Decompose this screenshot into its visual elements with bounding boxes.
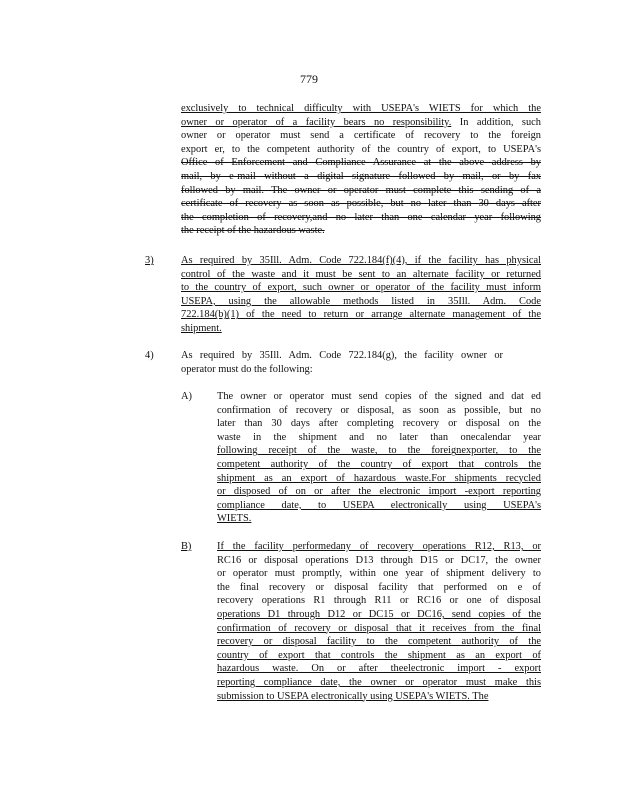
line-text: to the country of export, such owner or operator of the facility must inform (181, 282, 541, 294)
line-text: following receipt of the waste, to the foreignexporter, to the (217, 445, 541, 457)
text-line (217, 390, 541, 404)
text-line (181, 156, 541, 170)
text-line (181, 211, 541, 225)
text-line (181, 102, 541, 116)
text-line (217, 540, 541, 554)
line-text: country of export that controls the shipment as an export of (217, 649, 541, 661)
text-line (217, 499, 541, 513)
text-line (217, 458, 541, 472)
line-text: operations D1 through D12 or DC15 or DC16, send copies of the (217, 608, 541, 620)
line-text: The owner or operator must send copies of the signed and dat ed (217, 391, 541, 402)
line-text: confirmation of recovery or disposal, as soon as possible, but no (217, 404, 541, 416)
line-text: RC16 or disposal operations D13 through D15 or DC17, the owner (217, 554, 541, 566)
line-text: exclusively to technical difficulty with USEPA's WIETS for which the (181, 103, 541, 114)
line-text: owner or operator must send a certificate of recovery to the foreign (181, 130, 541, 142)
item-b-letter: B) (181, 541, 192, 552)
intro-paragraph (181, 102, 541, 238)
line-text: hazardous waste. On or after theelectronic import - export (217, 663, 541, 675)
line-tail-text: In addition, such (451, 116, 541, 128)
text-line (217, 417, 541, 431)
text-line (181, 295, 541, 309)
text-line (181, 349, 503, 363)
text-line (217, 472, 541, 486)
text-line (181, 308, 541, 322)
line-text: the receipt of the hazardous waste. (181, 225, 325, 237)
text-line (217, 404, 541, 418)
line-text: export er, to the competent authority of the country of export, to USEPA's (181, 143, 541, 155)
text-line (217, 690, 541, 704)
text-line (181, 281, 541, 295)
text-line (217, 512, 541, 526)
line-text: USEPA, using the allowable methods listed in 35Ill. Adm. Code (181, 295, 541, 307)
text-line (217, 622, 541, 636)
line-text: As required by 35Ill. Adm. Code 722.184(g), the facility owner or (181, 350, 503, 361)
line-text: later than 30 days after completing recovery or disposal on the (217, 418, 541, 430)
item-4-paragraph (181, 349, 503, 376)
line-text: If the facility performedany of recovery operations R12, R13, or (217, 541, 541, 552)
line-text: Office of Enforcement and Compliance Assurance at the above address by (181, 157, 541, 169)
item-a-letter: A) (181, 391, 192, 402)
text-line (217, 431, 541, 445)
item-b-paragraph (217, 540, 541, 703)
line-text: compliance date, to USEPA electronically using USEPA's (217, 499, 541, 511)
line-text: reporting compliance date, the owner or operator must make this (217, 676, 541, 688)
text-line (181, 143, 541, 157)
text-line (181, 197, 541, 211)
line-text: recovery operations R1 through R11 or RC16 or one of disposal (217, 595, 541, 607)
item-a-paragraph (217, 390, 541, 526)
text-line (217, 444, 541, 458)
text-line (217, 649, 541, 663)
line-text: or disposed of on or after the electronic import -export reporting (217, 486, 541, 498)
text-line (217, 676, 541, 690)
text-line (181, 170, 541, 184)
line-text: control of the waste and it must be sent to an alternate facility or returned (181, 268, 541, 280)
line-text: mail, by e-mail without a digital signature followed by mail, or by fax (181, 170, 541, 182)
line-text: operator must do the following: (181, 363, 313, 375)
line-text: shipment as an export of hazardous waste.For shipments recycled (217, 472, 541, 484)
text-line (217, 635, 541, 649)
text-line (181, 322, 541, 336)
line-text: confirmation of recovery or disposal that it receives from the final (217, 622, 541, 634)
line-text: 722.184(b)(1) of the need to return or arrange alternate management of the (181, 309, 541, 321)
text-line (217, 485, 541, 499)
text-line (181, 363, 503, 377)
line-text: the completion of recovery,and no later than one calendar year following (181, 211, 541, 223)
line-text: owner or operator of a facility bears no responsibility. (181, 116, 452, 128)
item-3-paragraph (181, 254, 541, 336)
line-text: As required by 35Ill. Adm. Code 722.184(f)(4), if the facility has physical (181, 255, 541, 266)
line-text: recovery or disposal facility to the competent authority of the (217, 636, 541, 648)
text-line (217, 608, 541, 622)
line-text: or operator must promptly, within one year of shipment delivery to (217, 568, 541, 580)
line-text: followed by mail. The owner or operator must complete this sending of a (181, 184, 541, 196)
text-line (181, 116, 541, 130)
line-text: the final recovery or disposal facility that performed on e of (217, 581, 541, 593)
page-number: 779 (300, 72, 318, 86)
text-line (217, 567, 541, 581)
text-line (217, 662, 541, 676)
item-3-number: 3) (145, 255, 154, 266)
text-line (181, 254, 541, 268)
line-text: WIETS. (217, 513, 252, 525)
item-4-number: 4) (145, 350, 154, 361)
text-line (217, 594, 541, 608)
text-line (181, 224, 541, 238)
text-line (217, 581, 541, 595)
text-line (181, 268, 541, 282)
line-text: submission to USEPA electronically using USEPA's WIETS. The (217, 690, 489, 702)
line-text: waste in the shipment and no later than onecalendar year (217, 431, 541, 443)
line-text: competent authority of the country of export that controls the (217, 458, 541, 470)
line-text: shipment. (181, 322, 222, 334)
line-text: certificate of recovery as soon as possible, but no later than 30 days after (181, 198, 541, 210)
text-line (217, 554, 541, 568)
text-line (181, 184, 541, 198)
text-line (181, 129, 541, 143)
